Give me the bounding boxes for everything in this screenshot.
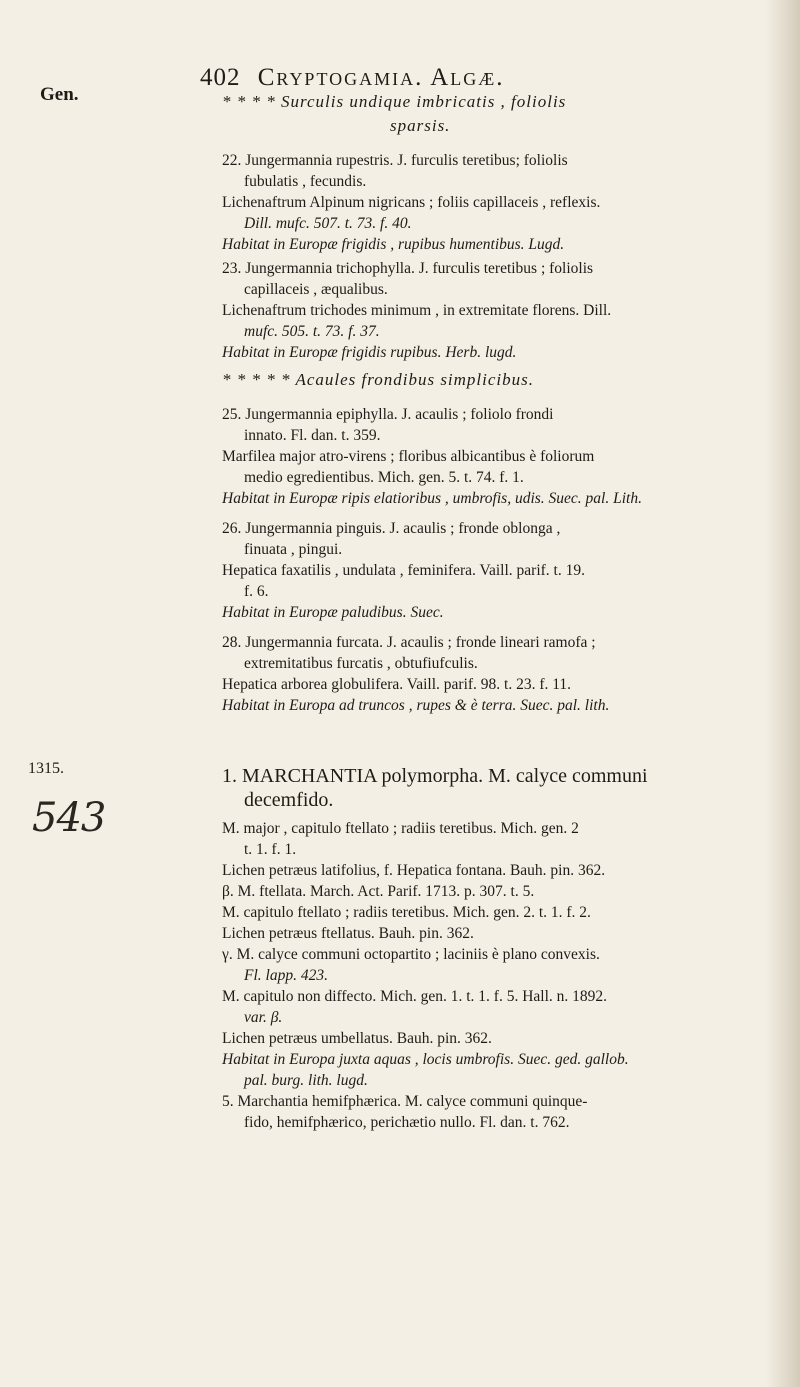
entry-line: f. 6. [244, 583, 269, 600]
section-stars: * * * * [222, 92, 276, 111]
entry-line: Dill. mufc. 507. t. 73. f. 40. [244, 215, 412, 232]
entry-line: Habitat in Europa ad truncos , rupes & è terra. Suec. pal. lith. [222, 697, 610, 714]
entry-line: capillaceis , æqualibus. [244, 281, 388, 298]
section-heading-surculis [222, 92, 566, 112]
section-heading-acaules [222, 370, 534, 390]
entry-28 [222, 632, 778, 716]
entry-line: finuata , pingui. [244, 541, 343, 558]
section-title: Surculis undique imbricatis , foliolis [281, 92, 567, 111]
section-stars: * * * * * [222, 370, 291, 389]
marchantia-entries [222, 818, 778, 1133]
entry-line: Lichen petræus latifolius, f. Hepatica fontana. Bauh. pin. 362. [222, 862, 606, 879]
entry-25 [222, 404, 778, 509]
entry-line: Lichen petræus ftellatus. Bauh. pin. 362. [222, 925, 474, 942]
genus-heading-marchantia [222, 764, 782, 812]
entry-line: β. M. ftellata. March. Act. Parif. 1713. p. 307. t. 5. [222, 883, 535, 900]
running-title: Cryptogamia. Algæ. [257, 64, 505, 91]
entry-line: 25. Jungermannia epiphylla. J. acaulis ; foliolo frondi [222, 406, 554, 423]
entry-line: Lichen petræus umbellatus. Bauh. pin. 362. [222, 1030, 492, 1047]
entry-line: Habitat in Europa juxta aquas , locis umbrofis. Suec. ged. gallob. [222, 1051, 629, 1068]
entry-line: innato. Fl. dan. t. 359. [244, 427, 381, 444]
entry-line: γ. M. calyce communi octopartito ; laciniis è plano convexis. [222, 946, 600, 963]
entry-line: pal. burg. lith. lugd. [244, 1072, 368, 1089]
entry-line: Marfilea major atro-virens ; floribus albicantibus è foliorum [222, 448, 595, 465]
entry-line: 5. Marchantia hemifphærica. M. calyce communi quinque- [222, 1093, 588, 1110]
entry-line: Habitat in Europæ frigidis rupibus. Herb. lugd. [222, 344, 517, 361]
entry-line: M. major , capitulo ftellato ; radiis teretibus. Mich. gen. 2 [222, 820, 579, 837]
entry-line: medio egredientibus. Mich. gen. 5. t. 74. f. 1. [244, 469, 524, 486]
margin-genus-number: 1315. [28, 760, 64, 777]
entry-26 [222, 518, 778, 623]
entry-line: M. capitulo non diffecto. Mich. gen. 1. t. 1. f. 5. Hall. n. 1892. [222, 988, 608, 1005]
genus-heading-line: 1. MARCHANTIA polymorpha. M. calyce communi [222, 765, 648, 787]
section-title: Acaules frondibus simplicibus. [295, 370, 535, 389]
entry-line: 28. Jungermannia furcata. J. acaulis ; fronde lineari ramofa ; [222, 634, 596, 651]
entry-line: M. capitulo ftellato ; radiis teretibus. Mich. gen. 2. t. 1. f. 2. [222, 904, 591, 921]
entry-line: t. 1. f. 1. [244, 841, 297, 858]
entry-line: 22. Jungermannia rupestris. J. furculis teretibus; foliolis [222, 152, 568, 169]
handwritten-annotation: 543 [32, 795, 106, 841]
genus-heading-line: decemfido. [244, 789, 334, 811]
entry-line: Habitat in Europæ ripis elatioribus , umbrofis, udis. Suec. pal. Lith. [222, 490, 642, 507]
entry-line: Lichenaftrum trichodes minimum , in extremitate florens. Dill. [222, 302, 612, 319]
entry-line: var. β. [244, 1009, 283, 1026]
entry-line: Habitat in Europæ paludibus. Suec. [222, 604, 444, 621]
entry-line: Hepatica faxatilis , undulata , feminifera. Vaill. parif. t. 19. [222, 562, 585, 579]
entry-line: fubulatis , fecundis. [244, 173, 367, 190]
entry-line: 26. Jungermannia pinguis. J. acaulis ; fronde oblonga , [222, 520, 561, 537]
section-heading-sparsis: sparsis. [390, 116, 451, 135]
entry-line: fido, hemifphærico, perichætio nullo. Fl. dan. t. 762. [244, 1114, 570, 1131]
entry-line: extremitatibus furcatis , obtufiufculis. [244, 655, 478, 672]
entry-line: mufc. 505. t. 73. f. 37. [244, 323, 380, 340]
entry-line: 23. Jungermannia trichophylla. J. furculis teretibus ; foliolis [222, 260, 594, 277]
entry-line: Lichenaftrum Alpinum nigricans ; foliis capillaceis , reflexis. [222, 194, 601, 211]
entry-line: Fl. lapp. 423. [244, 967, 328, 984]
margin-gen-label: Gen. [40, 84, 79, 105]
entry-23 [222, 258, 778, 363]
page-header [200, 64, 505, 92]
page-number: 402 [200, 64, 241, 91]
entry-22 [222, 150, 778, 255]
entry-line: Hepatica arborea globulifera. Vaill. parif. 98. t. 23. f. 11. [222, 676, 572, 693]
entry-line: Habitat in Europæ frigidis , rupibus humentibus. Lugd. [222, 236, 565, 253]
